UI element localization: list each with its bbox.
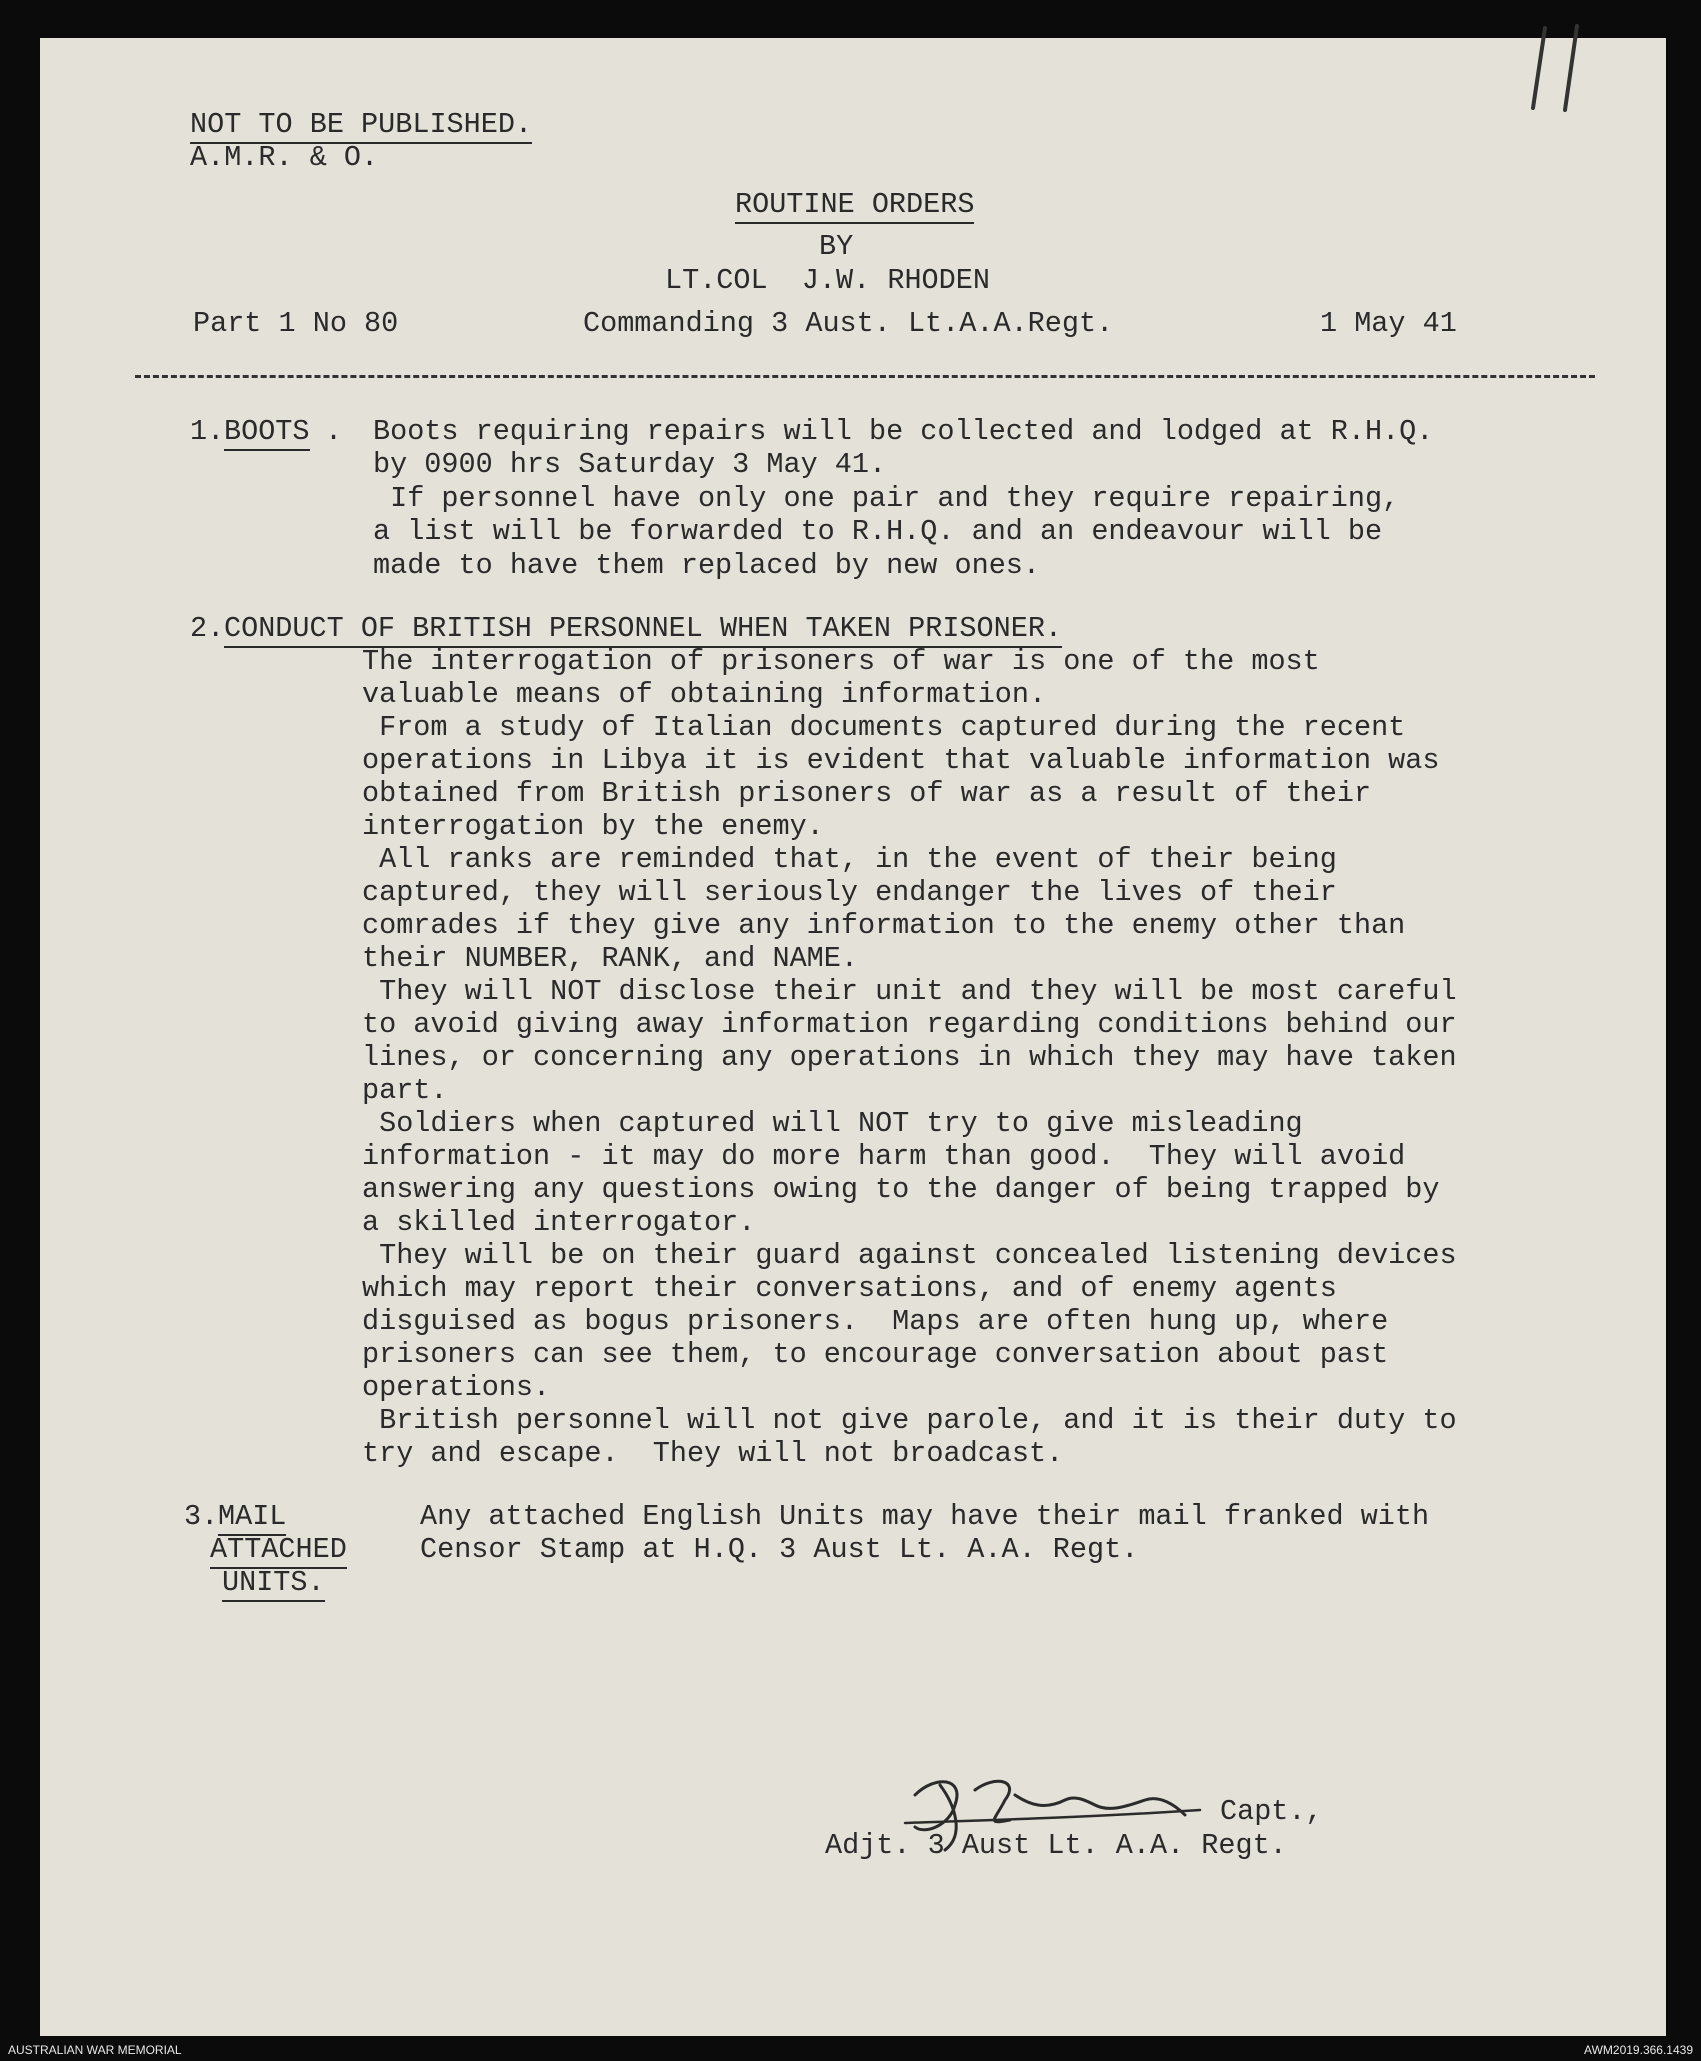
item-1-line: If personnel have only one pair and they require repairing,: [373, 482, 1400, 515]
handwritten-page-number: [1505, 20, 1605, 120]
item-2-line: try and escape. They will not broadcast.: [362, 1437, 1064, 1470]
item-1-number: 1.: [190, 415, 225, 448]
item-2-line: disguised as bogus prisoners. Maps are often hung up, where: [362, 1305, 1389, 1338]
item-2-line: information - it may do more harm than good. They will avoid: [362, 1140, 1406, 1173]
item-1-line: made to have them replaced by new ones.: [373, 549, 1041, 582]
signatory-rank: Capt.,: [1220, 1795, 1323, 1828]
item-1-line: Boots requiring repairs will be collected and lodged at R.H.Q.: [373, 415, 1434, 448]
commanding-officer: LT.COL J.W. RHODEN: [665, 264, 990, 297]
item-2-line: answering any questions owing to the danger of being trapped by: [362, 1173, 1440, 1206]
item-2-line: British personnel will not give parole, and it is their duty to: [362, 1404, 1457, 1437]
item-3-line: Censor Stamp at H.Q. 3 Aust Lt. A.A. Regt.: [420, 1533, 1139, 1566]
item-2-line: operations in Libya it is evident that valuable information was: [362, 744, 1440, 777]
item-2-line: From a study of Italian documents captured during the recent: [362, 711, 1406, 744]
item-2-line: operations.: [362, 1371, 551, 1404]
item-2-line: part.: [362, 1074, 448, 1107]
item-2-line: lines, or concerning any operations in which they may have taken: [362, 1041, 1457, 1074]
order-date: 1 May 41: [1320, 307, 1457, 340]
item-3-number: 3.: [184, 1500, 219, 1533]
item-2-line: captured, they will seriously endanger the lives of their: [362, 876, 1337, 909]
item-3-heading-line: MAIL: [218, 1500, 286, 1536]
page-number-text: 11: [1505, 20, 1507, 21]
signatory-appointment: Adjt. 3 Aust Lt. A.A. Regt.: [825, 1829, 1287, 1862]
part-number: Part 1 No 80: [193, 307, 399, 340]
item-2-number: 2.: [190, 612, 225, 645]
item-2-line: comrades if they give any information to the enemy other than: [362, 909, 1406, 942]
item-1-heading: BOOTS: [224, 415, 310, 451]
item-2-line: prisoners can see them, to encourage conversation about past: [362, 1338, 1389, 1371]
document-title: ROUTINE ORDERS: [735, 188, 974, 224]
footer-accession: AWM2019.366.1439: [1584, 2043, 1693, 2057]
item-3-line: Any attached English Units may have their mail franked with: [420, 1500, 1430, 1533]
item-1-line: a list will be forwarded to R.H.Q. and an endeavour will be: [373, 515, 1383, 548]
item-3-heading-line: ATTACHED: [210, 1533, 347, 1569]
item-2-line: which may report their conversations, and of enemy agents: [362, 1272, 1337, 1305]
dashed-divider: [135, 375, 1595, 378]
item-2-line: They will be on their guard against concealed listening devices: [362, 1239, 1457, 1272]
item-2-line: their NUMBER, RANK, and NAME.: [362, 942, 858, 975]
item-2-line: The interrogation of prisoners of war is one of the most: [362, 645, 1320, 678]
commanding-unit: Commanding 3 Aust. Lt.A.A.Regt.: [583, 307, 1114, 340]
footer-institution: AUSTRALIAN WAR MEMORIAL: [8, 2043, 182, 2057]
not-to-be-published: NOT TO BE PUBLISHED.: [190, 108, 532, 144]
item-1-line: by 0900 hrs Saturday 3 May 41.: [373, 448, 887, 481]
item-2-heading: CONDUCT OF BRITISH PERSONNEL WHEN TAKEN PRISONER.: [224, 612, 1062, 648]
item-2-line: to avoid giving away information regarding conditions behind our: [362, 1008, 1457, 1041]
item-2-line: valuable means of obtaining information.: [362, 678, 1047, 711]
item-2-line: Soldiers when captured will NOT try to give misleading: [362, 1107, 1303, 1140]
item-2-line: obtained from British prisoners of war as a result of their: [362, 777, 1372, 810]
by-label: BY: [819, 230, 854, 263]
item-2-line: interrogation by the enemy.: [362, 810, 824, 843]
item-2-line: They will NOT disclose their unit and they will be most careful: [362, 975, 1457, 1008]
reference-code: A.M.R. & O.: [190, 141, 379, 174]
item-3-heading-line: UNITS.: [222, 1566, 325, 1602]
item-2-line: a skilled interrogator.: [362, 1206, 756, 1239]
item-2-line: All ranks are reminded that, in the event of their being: [362, 843, 1337, 876]
